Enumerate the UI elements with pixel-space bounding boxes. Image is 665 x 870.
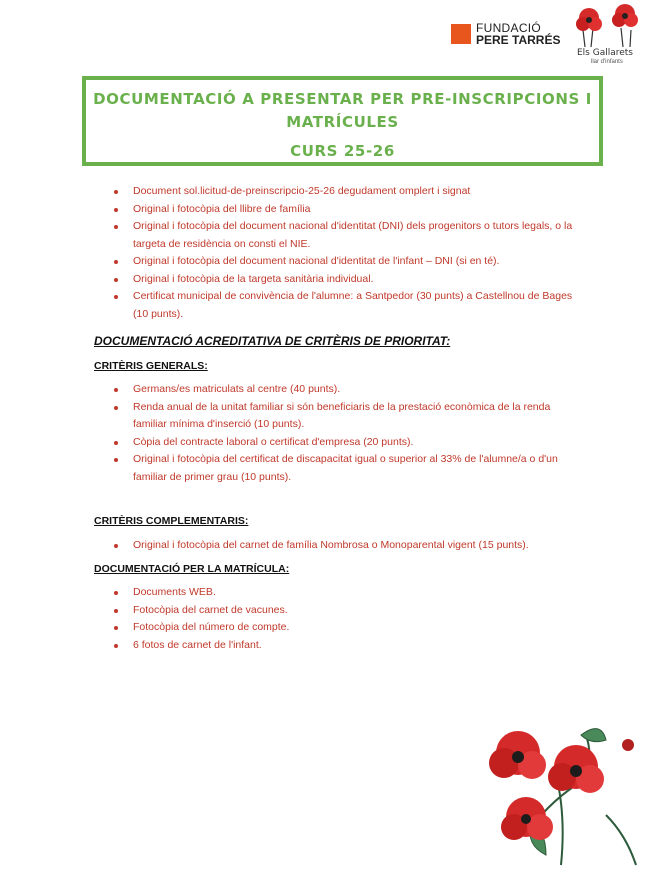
general-criteria-heading: CRITÈRIS GENERALS: (94, 360, 208, 372)
list-item: Germans/es matriculats al centre (40 punts). (112, 381, 582, 399)
list-item: Original i fotocòpia de la targeta sanitària individual. (112, 271, 582, 289)
school-name: Els Gallarets (577, 48, 633, 58)
list-item: Document sol.licitud-de-preinscripcio-25-26 degudament omplert i signat (112, 183, 582, 201)
list-item: Còpia del contracte laboral o certificat d'empresa (20 punts). (112, 434, 582, 452)
list-item: 6 fotos de carnet de l'infant. (112, 637, 582, 655)
poppy-logo-icon (573, 2, 645, 52)
orange-square-icon (451, 24, 471, 44)
list-item: Original i fotocòpia del carnet de família Nombrosa o Monoparental vigent (15 punts). (112, 537, 582, 555)
list-item: Fotocòpia del número de compte. (112, 619, 582, 637)
enrollment-heading: DOCUMENTACIÓ PER LA MATRÍCULA: (94, 563, 290, 575)
poppies-illustration-icon (486, 715, 665, 870)
general-docs-list (112, 183, 582, 323)
title-course: CURS 25-26 (290, 142, 395, 160)
general-criteria-list (112, 381, 582, 486)
logo-line-2: PERE TARRÉS (476, 33, 561, 47)
els-gallarets-logo (573, 2, 645, 72)
title-box (82, 76, 603, 166)
title-line-2: MATRÍCULES (286, 113, 399, 131)
school-tagline: llar d'infants (591, 59, 623, 65)
fundacio-pere-tarres-logo (451, 22, 560, 46)
logo-line-1: FUNDACIÓ (476, 21, 542, 35)
priority-heading: DOCUMENTACIÓ ACREDITATIVA DE CRITÈRIS DE PRIORITAT: (94, 334, 451, 348)
list-item: Original i fotocòpia del certificat de discapacitat igual o superior al 33% de l'alumne/a o d'un familiar de primer grau (10 punts). (112, 451, 582, 486)
list-item: Original i fotocòpia del document nacional d'identitat de l'infant – DNI (si en té). (112, 253, 582, 271)
list-item: Original i fotocòpia del llibre de família (112, 201, 582, 219)
list-item: Renda anual de la unitat familiar si són beneficiaris de la prestació econòmica de la renda familiar mínima d'inserció (10 punts). (112, 399, 582, 434)
title-line-1: DOCUMENTACIÓ A PRESENTAR PER PRE-INSCRIPCIONS I (93, 90, 592, 108)
list-item: Certificat municipal de convivència de l'alumne: a Santpedor (30 punts) a Castellnou de Bages (10 punts). (112, 288, 582, 323)
enrollment-list (112, 584, 582, 654)
complementary-criteria-heading: CRITÈRIS COMPLEMENTARIS: (94, 515, 249, 527)
complementary-criteria-list (112, 537, 582, 555)
list-item: Original i fotocòpia del document nacional d'identitat (DNI) dels progenitors o tutors legals, o la targeta de residència on consti el NIE. (112, 218, 582, 253)
list-item: Documents WEB. (112, 584, 582, 602)
list-item: Fotocòpia del carnet de vacunes. (112, 602, 582, 620)
